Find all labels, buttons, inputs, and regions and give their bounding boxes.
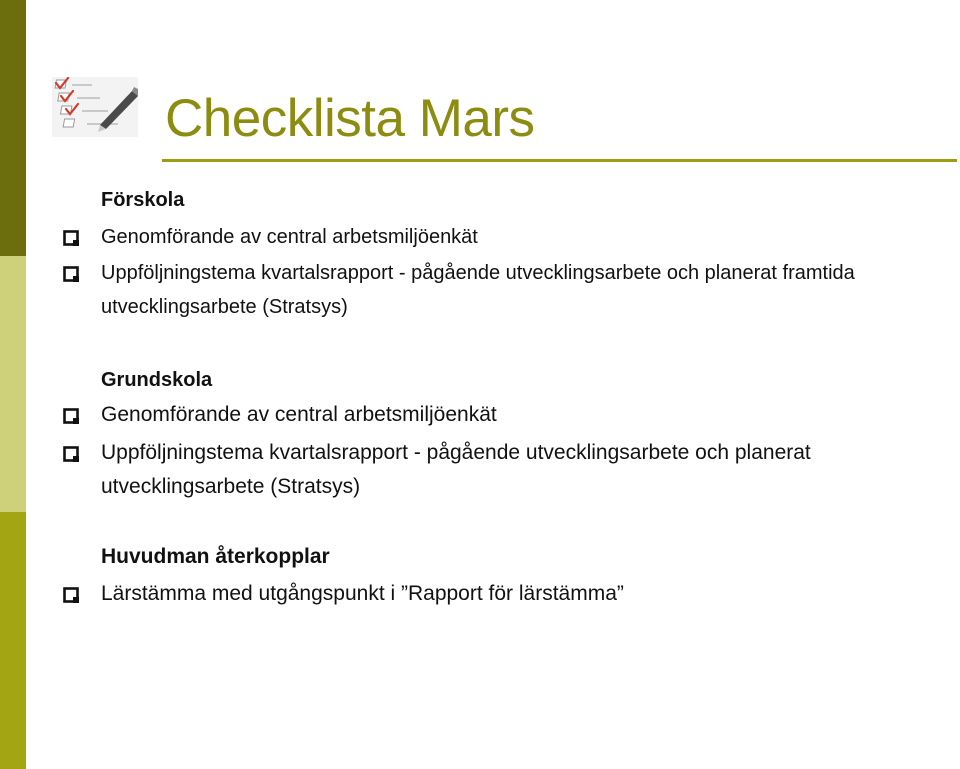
section-heading-grundskola: Grundskola (101, 369, 213, 391)
left-accent-bar (0, 0, 26, 769)
section-heading-forskola: Förskola (101, 189, 185, 211)
square-bullet-icon (63, 587, 79, 603)
list-item (101, 436, 921, 504)
accent-bar-bottom (0, 512, 26, 769)
list-item (101, 256, 921, 324)
list-item-text: Genomförande av central arbetsmiljöenkät (101, 403, 497, 426)
title-divider (162, 159, 957, 162)
list-item-text: Uppföljningstema kvartalsrapport - pågående utvecklingsarbete och planerat utvecklingsarbete (Stratsys) (101, 441, 811, 498)
checklist-pen-icon (52, 77, 138, 137)
list-item (101, 220, 921, 254)
square-bullet-icon (63, 446, 79, 462)
accent-bar-middle (0, 256, 26, 512)
list-item (101, 577, 921, 611)
square-bullet-icon (63, 266, 79, 282)
list-item-text: Genomförande av central arbetsmiljöenkät (101, 226, 478, 248)
accent-bar-top (0, 0, 26, 256)
square-bullet-icon (63, 408, 79, 424)
square-bullet-icon (63, 230, 79, 246)
slide-title: Checklista Mars (165, 89, 535, 148)
section-heading-huvudman: Huvudman återkopplar (101, 545, 330, 568)
list-item-text: Uppföljningstema kvartalsrapport - pågående utvecklingsarbete och planerat framtida utvecklingsarbete (Stratsys) (101, 262, 855, 318)
list-item (101, 398, 921, 432)
list-item-text: Lärstämma med utgångspunkt i ”Rapport för lärstämma” (101, 582, 624, 605)
